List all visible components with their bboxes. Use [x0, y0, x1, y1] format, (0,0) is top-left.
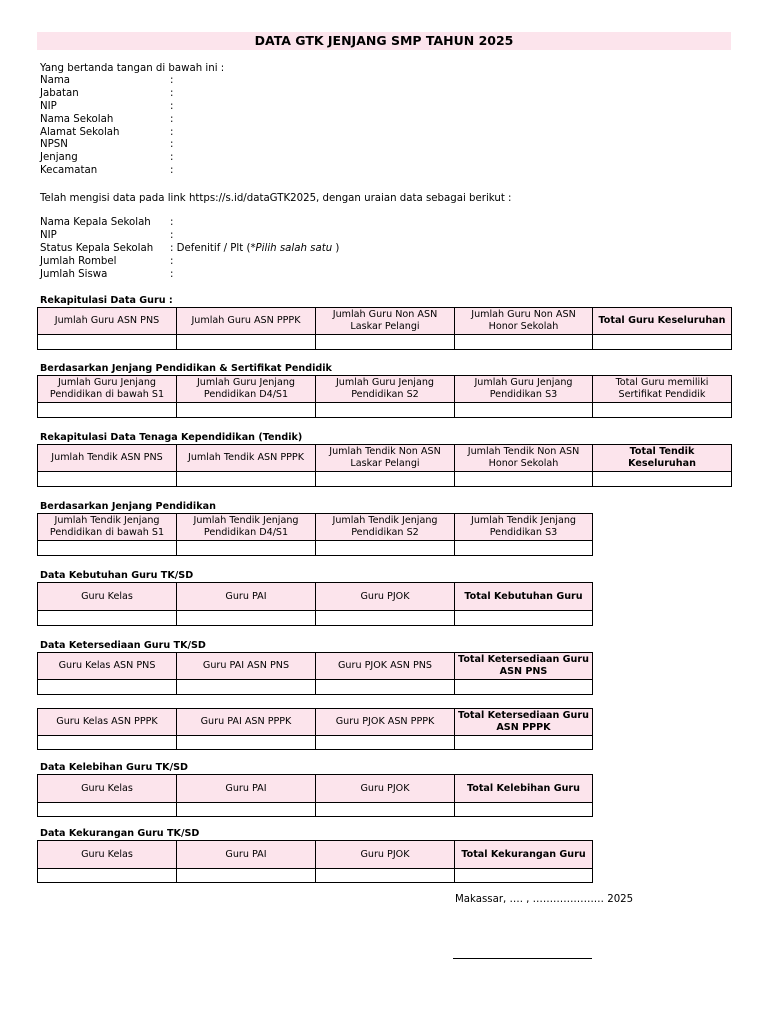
input-cell[interactable]: [593, 472, 732, 487]
field-label: Status Kepala Sekolah: [40, 242, 154, 254]
input-cell[interactable]: [455, 803, 593, 817]
header-cell-total: Total Guru Keseluruhan: [593, 308, 732, 335]
table-input-row: [38, 611, 593, 626]
header-cell-total: Total Kelebihan Guru: [455, 775, 593, 803]
header-cell: Total Guru memiliki Sertifikat Pendidik: [593, 376, 732, 403]
header-cell: Jumlah Tendik Non ASN Honor Sekolah: [455, 445, 593, 472]
header-cell: Guru PAI: [177, 583, 316, 611]
field-value[interactable]: :: [170, 100, 174, 112]
field-row-status-kepala: [40, 243, 339, 256]
table-input-row: [38, 736, 593, 750]
header-cell: Guru PJOK ASN PPPK: [316, 709, 455, 736]
header-cell-total: Total Kebutuhan Guru: [455, 583, 593, 611]
header-cell: Jumlah Guru Jenjang Pendidikan S2: [316, 376, 455, 403]
field-row-kecamatan: [40, 165, 173, 178]
section-title-kekurangan: Data Kekurangan Guru TK/SD: [40, 828, 200, 839]
table-rekap-tendik: [37, 444, 732, 487]
field-label: NPSN: [40, 139, 68, 151]
header-cell-total: Total Kekurangan Guru: [455, 841, 593, 869]
field-value[interactable]: :: [170, 139, 174, 151]
field-label: Kecamatan: [40, 165, 98, 177]
header-cell-total: Total Ketersediaan Guru ASN PNS: [455, 653, 593, 680]
field-label: Jumlah Siswa: [40, 268, 108, 280]
field-value[interactable]: :: [170, 113, 174, 125]
input-cell[interactable]: [177, 611, 316, 626]
section-title-kebutuhan: Data Kebutuhan Guru TK/SD: [40, 570, 194, 581]
header-cell: Jumlah Guru ASN PNS: [38, 308, 177, 335]
field-value[interactable]: :: [170, 229, 174, 241]
section-title-ketersediaan: Data Ketersediaan Guru TK/SD: [40, 640, 206, 651]
input-cell[interactable]: [455, 680, 593, 695]
table-header-row: [38, 653, 593, 680]
input-cell[interactable]: [316, 403, 455, 418]
signature-line[interactable]: [453, 958, 592, 959]
table-input-row: [38, 680, 593, 695]
field-label: Alamat Sekolah: [40, 126, 120, 138]
field-value[interactable]: :: [170, 75, 174, 86]
input-cell[interactable]: [455, 335, 593, 350]
header-cell: Guru Kelas: [38, 775, 177, 803]
place-date[interactable]: Makassar, …. , ………………… 2025: [455, 894, 634, 905]
table-input-row: [38, 472, 732, 487]
header-cell: Guru Kelas: [38, 841, 177, 869]
table-kekurangan: [37, 840, 593, 883]
field-value[interactable]: :: [170, 268, 174, 280]
input-cell[interactable]: [177, 541, 316, 556]
field-row-alamat-sekolah: [40, 127, 173, 140]
field-value[interactable]: :: [170, 87, 174, 99]
field-label: Jabatan: [40, 87, 79, 99]
input-cell[interactable]: [316, 803, 455, 817]
header-cell: Jumlah Tendik Jenjang Pendidikan D4/S1: [177, 514, 316, 541]
input-cell[interactable]: [38, 803, 177, 817]
table-jenjang-guru: [37, 375, 732, 418]
table-kebutuhan: [37, 582, 593, 626]
input-cell[interactable]: [177, 472, 316, 487]
header-cell: Jumlah Tendik Non ASN Laskar Pelangi: [316, 445, 455, 472]
header-cell: Jumlah Guru Jenjang Pendidikan D4/S1: [177, 376, 316, 403]
field-value[interactable]: :: [170, 255, 174, 267]
table-jenjang-tendik: [37, 513, 593, 556]
input-cell[interactable]: [455, 541, 593, 556]
field-label: Nama Kepala Sekolah: [40, 217, 151, 228]
section-title-jenjang-tendik: Berdasarkan Jenjang Pendidikan: [40, 501, 216, 512]
field-value[interactable]: :: [170, 152, 174, 164]
input-cell[interactable]: [177, 335, 316, 350]
input-cell[interactable]: [316, 472, 455, 487]
table-header-row: [38, 841, 593, 869]
field-label: Jumlah Rombel: [40, 255, 117, 267]
header-cell: Jumlah Tendik ASN PNS: [38, 445, 177, 472]
input-cell[interactable]: [177, 803, 316, 817]
input-cell[interactable]: [38, 736, 177, 750]
header-cell: Guru PAI: [177, 775, 316, 803]
input-cell[interactable]: [455, 403, 593, 418]
header-cell: Jumlah Tendik Jenjang Pendidikan S3: [455, 514, 593, 541]
input-cell[interactable]: [177, 736, 316, 750]
input-cell[interactable]: [316, 869, 455, 883]
link-statement: Telah mengisi data pada link https://s.id/dataGTK2025, dengan uraian data sebagai berikut :: [40, 193, 512, 204]
header-cell-total: Total Ketersediaan Guru ASN PPPK: [455, 709, 593, 736]
section-title-jenjang-guru: Berdasarkan Jenjang Pendidikan & Sertifikat Pendidik: [40, 363, 332, 374]
header-cell: Jumlah Tendik Jenjang Pendidikan S2: [316, 514, 455, 541]
header-cell: Guru PJOK ASN PNS: [316, 653, 455, 680]
section-title-rekap-tendik: Rekapitulasi Data Tenaga Kependidikan (Tendik): [40, 432, 303, 443]
input-cell[interactable]: [38, 680, 177, 695]
header-cell: Jumlah Guru Jenjang Pendidikan di bawah S1: [38, 376, 177, 403]
table-rekap-guru: [37, 307, 732, 350]
input-cell[interactable]: [38, 541, 177, 556]
table-header-row: [38, 709, 593, 736]
header-cell: Guru Kelas ASN PNS: [38, 653, 177, 680]
school-fields: [40, 217, 339, 281]
field-label: NIP: [40, 100, 57, 112]
status-close: ): [332, 242, 340, 254]
input-cell[interactable]: [38, 611, 177, 626]
header-cell: Guru PJOK: [316, 841, 455, 869]
field-row-jabatan: [40, 88, 173, 101]
table-header-row: [38, 514, 593, 541]
header-cell: Guru PAI ASN PNS: [177, 653, 316, 680]
field-row-npsn: [40, 139, 173, 152]
input-cell[interactable]: [38, 335, 177, 350]
field-row-jumlah-siswa: [40, 269, 339, 282]
input-cell[interactable]: [455, 611, 593, 626]
field-value[interactable]: [170, 243, 339, 256]
input-cell[interactable]: [38, 472, 177, 487]
input-cell[interactable]: [38, 869, 177, 883]
input-cell[interactable]: [316, 736, 455, 750]
input-cell[interactable]: [593, 403, 732, 418]
header-cell: Jumlah Guru Non ASN Laskar Pelangi: [316, 308, 455, 335]
input-cell[interactable]: [316, 541, 455, 556]
input-cell[interactable]: [177, 403, 316, 418]
input-cell[interactable]: [316, 335, 455, 350]
header-cell: Guru PJOK: [316, 583, 455, 611]
table-input-row: [38, 869, 593, 883]
status-options: : Defenitif / Plt (: [170, 242, 251, 254]
input-cell[interactable]: [455, 736, 593, 750]
table-input-row: [38, 541, 593, 556]
status-hint: *Pilih salah satu: [250, 242, 333, 254]
table-header-row: [38, 308, 732, 335]
header-cell: Jumlah Guru Jenjang Pendidikan S3: [455, 376, 593, 403]
header-cell-total: Total Tendik Keseluruhan: [593, 445, 732, 472]
input-cell[interactable]: [177, 680, 316, 695]
input-cell[interactable]: [593, 335, 732, 350]
field-value[interactable]: :: [170, 126, 174, 138]
table-header-row: [38, 583, 593, 611]
table-input-row: [38, 803, 593, 817]
table-header-row: [38, 775, 593, 803]
header-cell: Jumlah Guru Non ASN Honor Sekolah: [455, 308, 593, 335]
field-label: Nama: [40, 75, 71, 86]
table-input-row: [38, 403, 732, 418]
header-cell: Jumlah Tendik Jenjang Pendidikan di bawah S1: [38, 514, 177, 541]
header-cell: Guru Kelas: [38, 583, 177, 611]
field-value[interactable]: :: [170, 217, 174, 228]
section-title-rekap-guru: Rekapitulasi Data Guru :: [40, 295, 173, 306]
table-ketersediaan-pppk: [37, 708, 593, 750]
header-cell: Guru Kelas ASN PPPK: [38, 709, 177, 736]
header-cell: Guru PAI: [177, 841, 316, 869]
identity-fields: [40, 75, 173, 178]
section-title-kelebihan: Data Kelebihan Guru TK/SD: [40, 762, 188, 773]
field-row-jumlah-rombel: [40, 256, 339, 269]
table-header-row: [38, 445, 732, 472]
input-cell[interactable]: [38, 403, 177, 418]
field-row-nip-kepala: [40, 230, 339, 243]
field-label: NIP: [40, 229, 57, 241]
field-label: Nama Sekolah: [40, 113, 114, 125]
input-cell[interactable]: [455, 472, 593, 487]
input-cell[interactable]: [316, 611, 455, 626]
table-input-row: [38, 335, 732, 350]
header-cell: Jumlah Tendik ASN PPPK: [177, 445, 316, 472]
document-title: DATA GTK JENJANG SMP TAHUN 2025: [37, 32, 731, 50]
field-label: Jenjang: [40, 152, 78, 164]
intro-text: Yang bertanda tangan di bawah ini :: [40, 63, 225, 74]
table-ketersediaan-pns: [37, 652, 593, 695]
header-cell: Jumlah Guru ASN PPPK: [177, 308, 316, 335]
field-row-jenjang: [40, 152, 173, 165]
field-row-nama-kepala-sekolah: [40, 217, 339, 230]
field-value[interactable]: :: [170, 165, 174, 177]
header-cell: Guru PAI ASN PPPK: [177, 709, 316, 736]
input-cell[interactable]: [455, 869, 593, 883]
field-row-nama-sekolah: [40, 114, 173, 127]
input-cell[interactable]: [316, 680, 455, 695]
field-row-nama: [40, 75, 173, 88]
field-row-nip: [40, 101, 173, 114]
table-kelebihan: [37, 774, 593, 817]
table-header-row: [38, 376, 732, 403]
header-cell: Guru PJOK: [316, 775, 455, 803]
input-cell[interactable]: [177, 869, 316, 883]
